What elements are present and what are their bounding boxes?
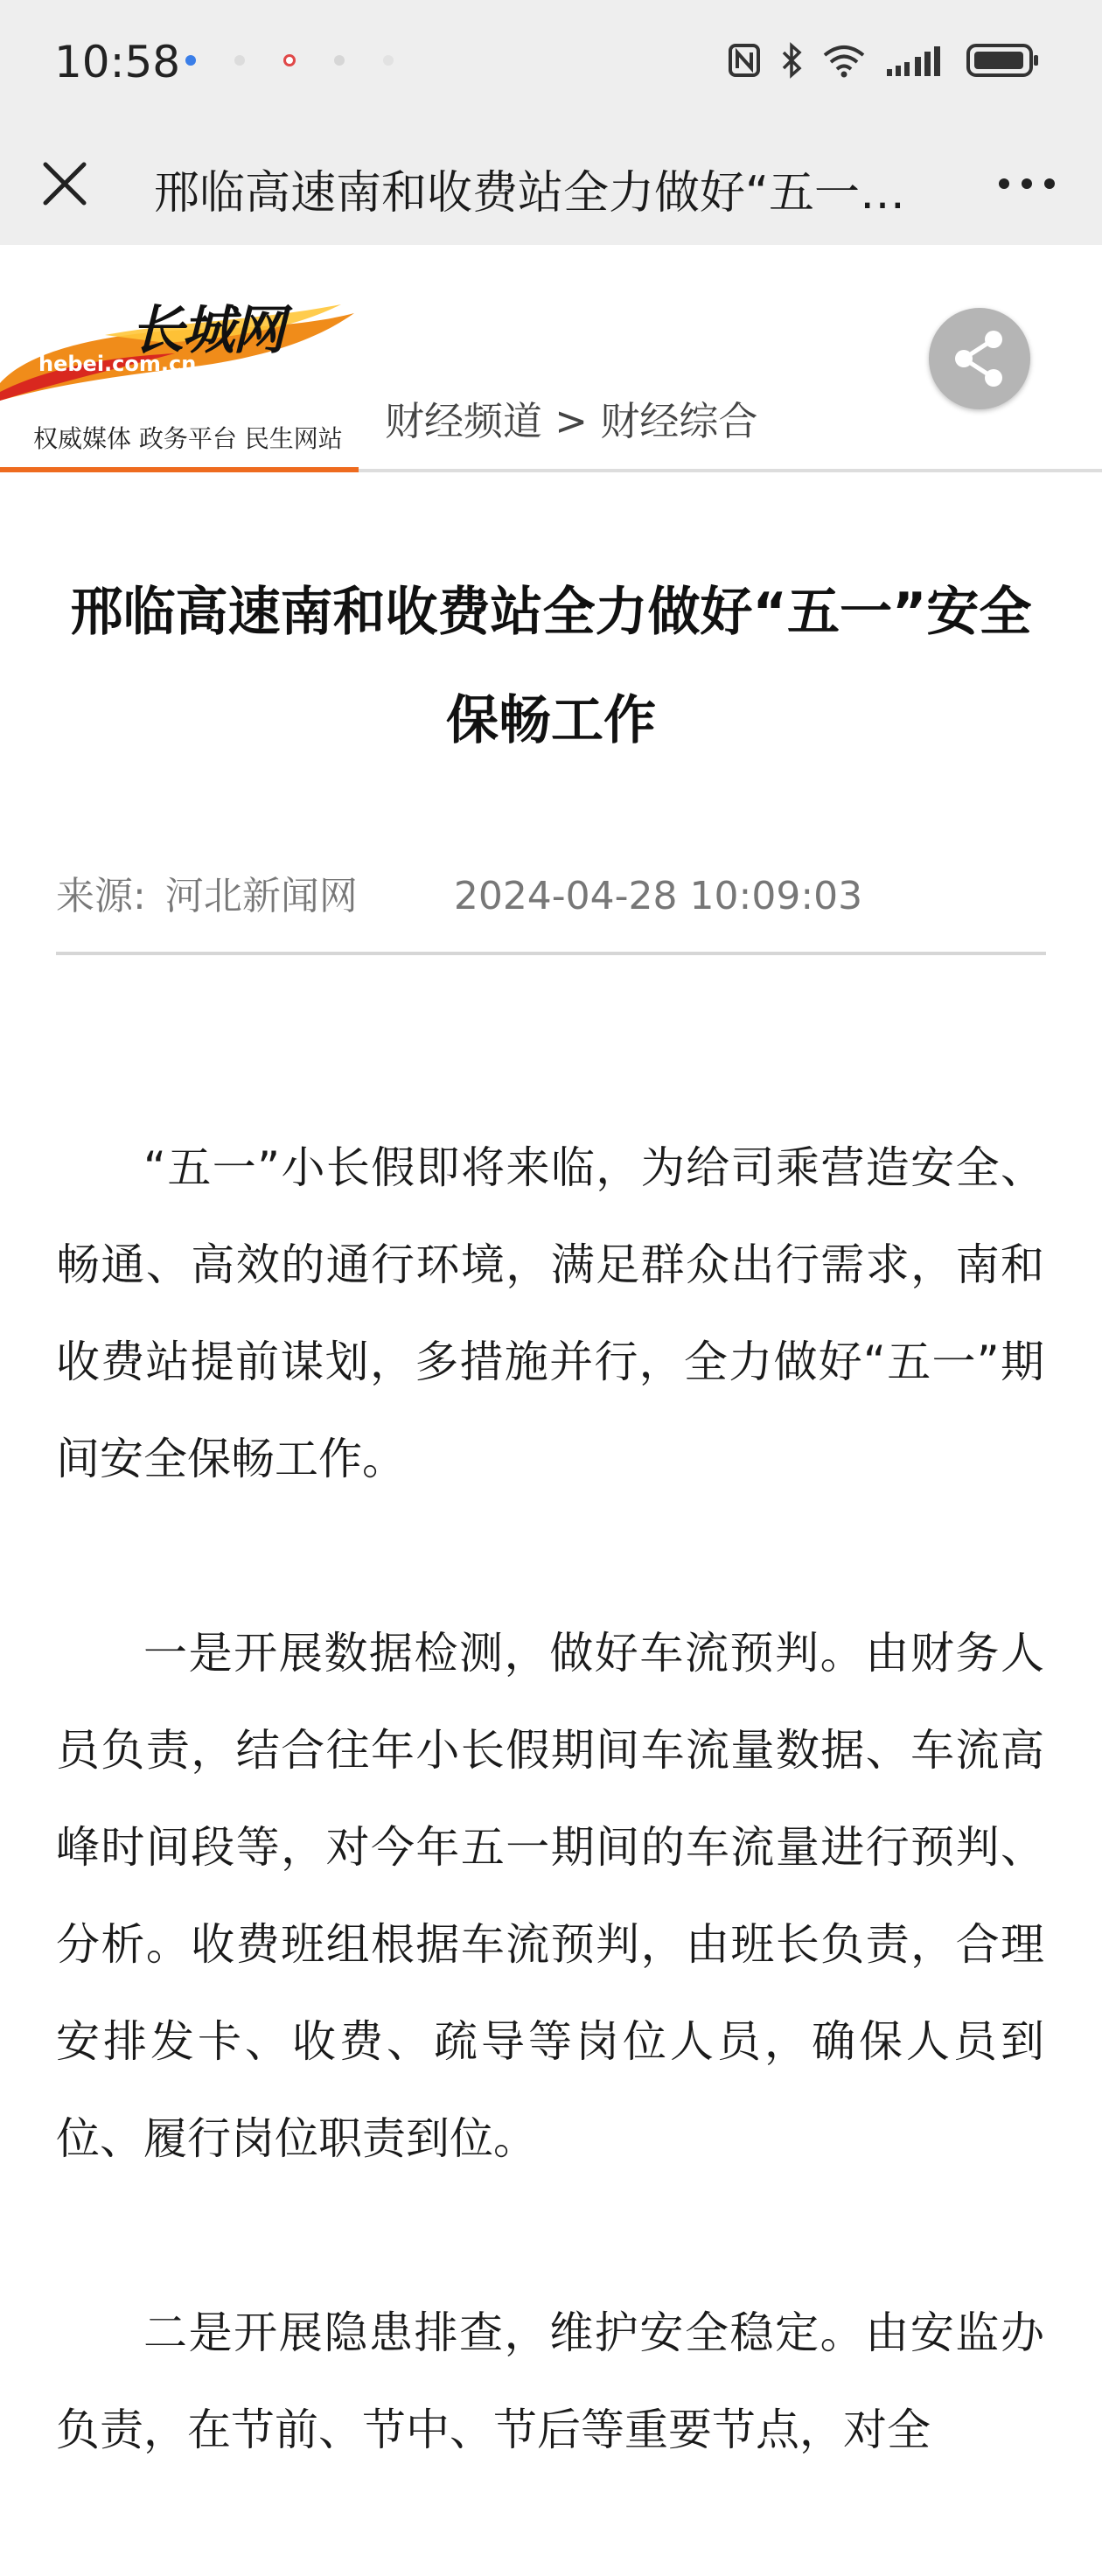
logo-domain: hebei.com.cn — [38, 352, 197, 376]
header-accent-bar — [0, 467, 359, 472]
close-icon[interactable] — [31, 150, 98, 217]
article-paragraph: 一是开展数据检测，做好车流预判。由财务人员负责，结合往年小长假期间车流量数据、车流高峰时间段等，对今年五一期间的车流量进行预判、分析。收费班组根据车流预判，由班长负责，合理安排发卡、收费、疏导等岗位人员，确保人员到位、履行岗位职责到位。 — [56, 1628, 1044, 2164]
app-notification-icon — [334, 55, 345, 66]
source-name[interactable]: 河北新闻网 — [164, 874, 358, 918]
more-options-icon[interactable] — [992, 166, 1062, 201]
logo-text: 长城网 — [131, 300, 283, 361]
page-title: 邢临高速南和收费站全力做好“五一… — [154, 167, 905, 220]
site-header — [0, 245, 1102, 474]
app-notification-icon — [383, 55, 394, 66]
status-bar — [0, 0, 1102, 122]
share-button[interactable] — [929, 308, 1030, 409]
article-meta — [56, 864, 862, 920]
breadcrumb[interactable]: 财经频道 > 财经综合 — [385, 398, 758, 444]
app-notification-icon — [283, 54, 296, 66]
article-paragraph: 二是开展隐患排查，维护安全稳定。由安监办负责，在节前、节中、节后等重要节点，对全 — [56, 2307, 1044, 2455]
status-time: 10:58 — [54, 37, 181, 87]
logo-tagline: 权威媒体 政务平台 民生网站 — [33, 424, 343, 453]
wifi-icon — [822, 43, 866, 78]
publish-date: 2024-04-28 10:09:03 — [453, 874, 863, 918]
article-title: 邢临高速南和收费站全力做好“五一”安全保畅工作 — [70, 582, 1032, 751]
meta-divider — [56, 952, 1046, 955]
app-notification-icon — [234, 55, 245, 66]
article-paragraph: “五一”小长假即将来临，为给司乘营造安全、畅通、高效的通行环境，满足群众出行需求，南和收费站提前谋划，多措施并行，全力做好“五一”期间安全保畅工作。 — [56, 1142, 1044, 1484]
nfc-icon — [728, 43, 761, 78]
notification-icons — [185, 54, 394, 66]
article-body — [56, 1120, 1044, 2576]
site-logo[interactable] — [0, 269, 367, 471]
share-icon — [929, 308, 1030, 409]
system-icons — [728, 42, 1041, 79]
top-app-bar — [0, 122, 1102, 245]
source-label: 来源: — [56, 874, 146, 918]
battery-icon — [966, 42, 1041, 79]
app-notification-icon — [185, 55, 196, 66]
bluetooth-icon — [780, 42, 803, 79]
signal-icon — [885, 43, 946, 78]
